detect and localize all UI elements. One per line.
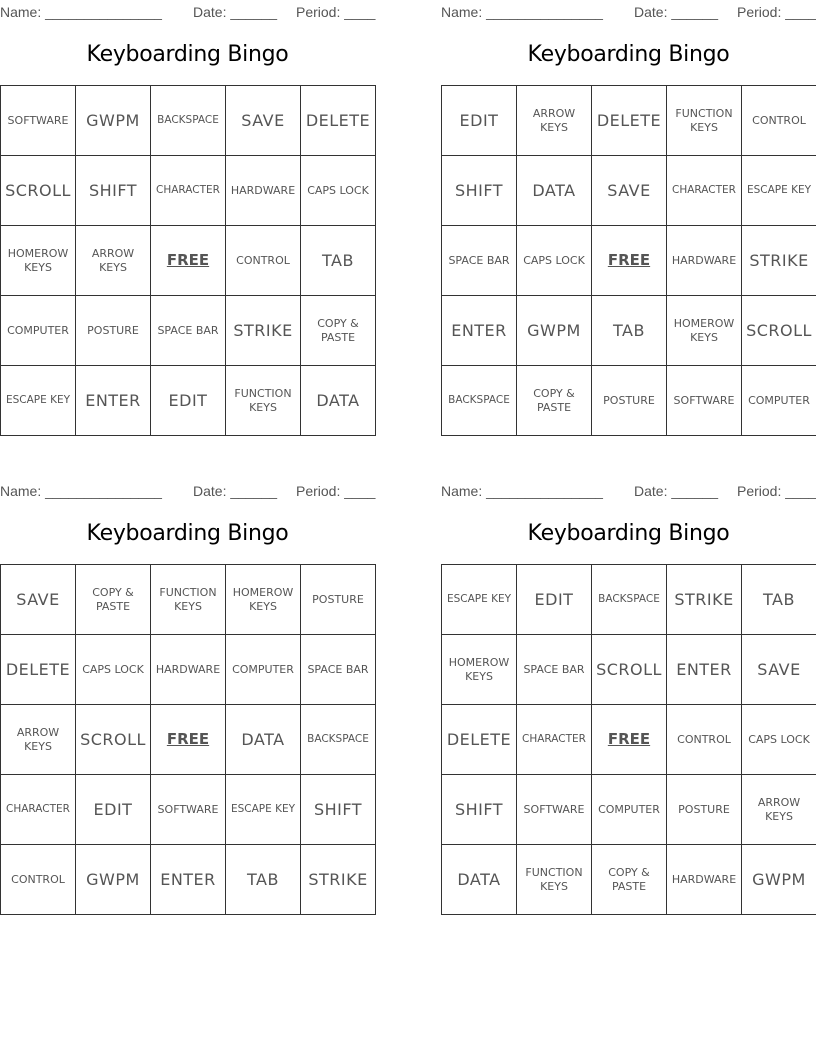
bingo-cell: ENTER [151, 845, 226, 915]
bingo-cell: CHARACTER [667, 156, 742, 226]
bingo-cell: ENTER [667, 635, 742, 705]
date-label: Date: ______ [634, 483, 719, 499]
bingo-cell: ESCAPE KEY [226, 775, 301, 845]
bingo-cell: SAVE [1, 565, 76, 635]
bingo-grid [441, 85, 816, 436]
bingo-cell: EDIT [151, 366, 226, 436]
bingo-cell: POSTURE [667, 775, 742, 845]
period-label: Period: ____ [737, 483, 816, 499]
bingo-cell: COPY & PASTE [301, 296, 376, 366]
bingo-cell: CHARACTER [151, 156, 226, 226]
bingo-cell: SAVE [226, 86, 301, 156]
bingo-cell: FUNCTION KEYS [151, 565, 226, 635]
bingo-cell: SPACE BAR [151, 296, 226, 366]
bingo-cell: ARROW KEYS [76, 226, 151, 296]
bingo-cell: FUNCTION KEYS [667, 86, 742, 156]
bingo-cell: BACKSPACE [592, 565, 667, 635]
bingo-cell: ARROW KEYS [742, 775, 816, 845]
bingo-cell: DELETE [442, 705, 517, 775]
bingo-cell: COMPUTER [1, 296, 76, 366]
bingo-cell: COPY & PASTE [517, 366, 592, 436]
bingo-cell: CAPS LOCK [301, 156, 376, 226]
period-label: Period: ____ [296, 4, 376, 20]
bingo-cell: SOFTWARE [151, 775, 226, 845]
bingo-cell: BACKSPACE [151, 86, 226, 156]
bingo-grid [441, 564, 816, 915]
bingo-cell: CAPS LOCK [742, 705, 816, 775]
date-label: Date: ______ [193, 4, 278, 20]
card-title: Keyboarding Bingo [527, 42, 730, 67]
bingo-cell: EDIT [517, 565, 592, 635]
card-title: Keyboarding Bingo [86, 521, 289, 546]
bingo-cell: COMPUTER [226, 635, 301, 705]
bingo-cell: FUNCTION KEYS [517, 845, 592, 915]
bingo-cell: SPACE BAR [301, 635, 376, 705]
bingo-cell: COMPUTER [592, 775, 667, 845]
bingo-cell: ENTER [76, 366, 151, 436]
bingo-cell: STRIKE [226, 296, 301, 366]
card-title: Keyboarding Bingo [86, 42, 289, 67]
bingo-cell: HARDWARE [667, 226, 742, 296]
bingo-cell: SOFTWARE [1, 86, 76, 156]
free-space-cell: FREE [592, 705, 667, 775]
bingo-cell: GWPM [76, 845, 151, 915]
bingo-cell: BACKSPACE [442, 366, 517, 436]
bingo-cell: TAB [301, 226, 376, 296]
bingo-cell: COPY & PASTE [76, 565, 151, 635]
bingo-cell: SHIFT [442, 156, 517, 226]
bingo-cell: CONTROL [742, 86, 816, 156]
bingo-cell: BACKSPACE [301, 705, 376, 775]
bingo-cell: TAB [742, 565, 816, 635]
bingo-cell: SAVE [742, 635, 816, 705]
bingo-cell: ESCAPE KEY [742, 156, 816, 226]
bingo-cell: SOFTWARE [667, 366, 742, 436]
bingo-cell: STRIKE [301, 845, 376, 915]
bingo-cell: SHIFT [301, 775, 376, 845]
bingo-cell: POSTURE [301, 565, 376, 635]
bingo-cell: STRIKE [742, 226, 816, 296]
bingo-cell: CAPS LOCK [517, 226, 592, 296]
bingo-cell: DELETE [1, 635, 76, 705]
bingo-cell: ARROW KEYS [517, 86, 592, 156]
bingo-cell: HOMEROW KEYS [1, 226, 76, 296]
name-label: Name: _______________ [441, 4, 603, 20]
bingo-cell: HARDWARE [151, 635, 226, 705]
bingo-cell: SHIFT [76, 156, 151, 226]
bingo-cell: SHIFT [442, 775, 517, 845]
period-label: Period: ____ [737, 4, 816, 20]
bingo-cell: ESCAPE KEY [442, 565, 517, 635]
free-space-cell: FREE [151, 226, 226, 296]
bingo-cell: HOMEROW KEYS [442, 635, 517, 705]
bingo-cell: TAB [592, 296, 667, 366]
bingo-cell: CHARACTER [517, 705, 592, 775]
bingo-cell: SPACE BAR [442, 226, 517, 296]
bingo-cell: ENTER [442, 296, 517, 366]
bingo-cell: COMPUTER [742, 366, 816, 436]
bingo-cell: ARROW KEYS [1, 705, 76, 775]
bingo-cell: SCROLL [1, 156, 76, 226]
date-label: Date: ______ [193, 483, 278, 499]
bingo-cell: HOMEROW KEYS [226, 565, 301, 635]
bingo-cell: HOMEROW KEYS [667, 296, 742, 366]
bingo-cell: DELETE [301, 86, 376, 156]
bingo-cell: CAPS LOCK [76, 635, 151, 705]
card-title: Keyboarding Bingo [527, 521, 730, 546]
bingo-cell: POSTURE [76, 296, 151, 366]
bingo-cell: SCROLL [592, 635, 667, 705]
bingo-cell: HARDWARE [226, 156, 301, 226]
bingo-cell: POSTURE [592, 366, 667, 436]
bingo-cell: CONTROL [667, 705, 742, 775]
date-label: Date: ______ [634, 4, 719, 20]
bingo-cell: DATA [517, 156, 592, 226]
bingo-cell: FUNCTION KEYS [226, 366, 301, 436]
bingo-cell: ESCAPE KEY [1, 366, 76, 436]
bingo-cell: COPY & PASTE [592, 845, 667, 915]
name-label: Name: _______________ [441, 483, 603, 499]
bingo-cell: EDIT [442, 86, 517, 156]
name-label: Name: _______________ [0, 483, 162, 499]
bingo-cell: SOFTWARE [517, 775, 592, 845]
bingo-cell: CONTROL [226, 226, 301, 296]
bingo-cell: STRIKE [667, 565, 742, 635]
bingo-cell: GWPM [76, 86, 151, 156]
bingo-cell: SAVE [592, 156, 667, 226]
bingo-cell: TAB [226, 845, 301, 915]
period-label: Period: ____ [296, 483, 376, 499]
bingo-cell: DELETE [592, 86, 667, 156]
bingo-cell: SPACE BAR [517, 635, 592, 705]
bingo-cell: CONTROL [1, 845, 76, 915]
free-space-cell: FREE [151, 705, 226, 775]
bingo-cell: DATA [226, 705, 301, 775]
bingo-grid [0, 564, 376, 915]
bingo-cell: GWPM [742, 845, 816, 915]
bingo-cell: EDIT [76, 775, 151, 845]
name-label: Name: _______________ [0, 4, 162, 20]
bingo-cell: HARDWARE [667, 845, 742, 915]
bingo-cell: SCROLL [742, 296, 816, 366]
bingo-cell: DATA [301, 366, 376, 436]
bingo-cell: DATA [442, 845, 517, 915]
bingo-cell: SCROLL [76, 705, 151, 775]
bingo-cell: CHARACTER [1, 775, 76, 845]
bingo-cell: GWPM [517, 296, 592, 366]
free-space-cell: FREE [592, 226, 667, 296]
bingo-grid [0, 85, 376, 436]
